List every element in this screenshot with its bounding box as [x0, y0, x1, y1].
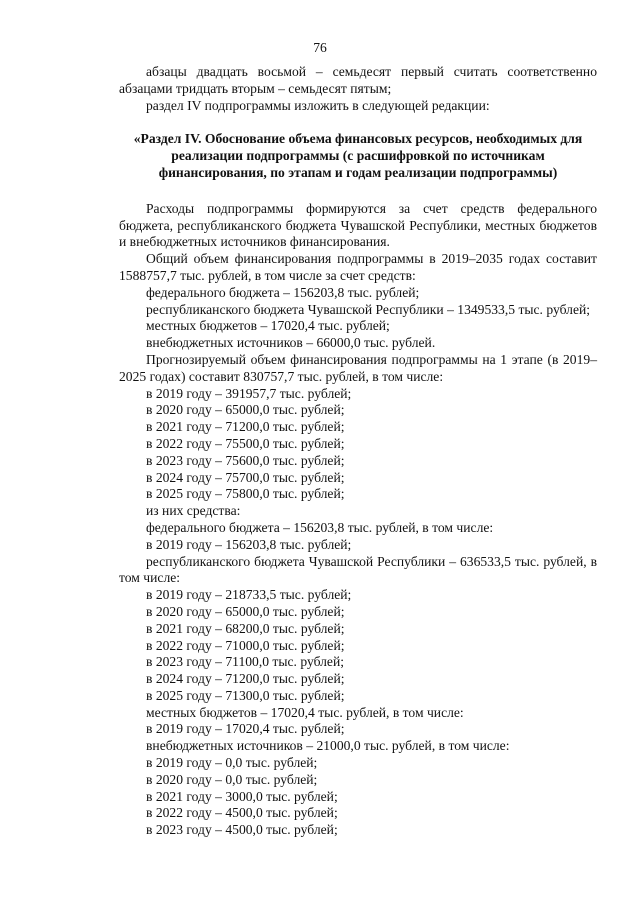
document-body: [119, 64, 597, 839]
list-item: в 2025 году – 75800,0 тыс. рублей;: [146, 486, 345, 502]
list-item: в 2020 году – 65000,0 тыс. рублей;: [146, 402, 345, 418]
list-item: в 2021 году – 68200,0 тыс. рублей;: [146, 620, 345, 636]
republican-years-list: [119, 587, 597, 705]
extra-years-list: [119, 755, 597, 839]
list-item: в 2023 году – 71100,0 тыс. рублей;: [146, 654, 345, 670]
list-item: в 2019 году – 17020,4 тыс. рублей;: [146, 721, 345, 737]
source-line: республиканского бюджета Чувашской Республики – 1349533,5 тыс. рублей;: [146, 301, 591, 317]
list-item: в 2023 году – 4500,0 тыс. рублей;: [146, 822, 338, 838]
source-line: федерального бюджета – 156203,8 тыс. рублей;: [146, 284, 420, 300]
list-item: в 2024 году – 71200,0 тыс. рублей;: [146, 671, 345, 687]
source-line: местных бюджетов – 17020,4 тыс. рублей;: [146, 318, 390, 334]
list-item: в 2019 году – 156203,8 тыс. рублей;: [146, 536, 352, 552]
list-item: в 2021 году – 71200,0 тыс. рублей;: [146, 419, 345, 435]
list-item: в 2023 году – 75600,0 тыс. рублей;: [146, 452, 345, 468]
source-line: внебюджетных источников – 66000,0 тыс. рублей.: [146, 335, 436, 351]
intro-paragraph: абзацы двадцать восьмой – семьдесят первый считать соответственно абзацами тридцать вторым – семьдесят пятым;: [119, 64, 597, 96]
paragraph: Расходы подпрограммы формируются за счет средств федерального бюджета, республиканского бюджета Чувашской Республики, местных бюджетов и внебюджетных источников финансирования.: [119, 200, 597, 250]
list-heading: внебюджетных источников – 21000,0 тыс. рублей, в том числе:: [146, 738, 510, 754]
list-item: в 2019 году – 218733,5 тыс. рублей;: [146, 587, 352, 603]
section-heading: «Раздел IV. Обоснование объема финансовых ресурсов, необходимых для реализации подпрограммы (с расшифровкой по источникам финансирования, по этапам и годам реализации подпрограммы): [133, 131, 583, 180]
list-item: в 2022 году – 75500,0 тыс. рублей;: [146, 435, 345, 451]
list-item: в 2019 году – 0,0 тыс. рублей;: [146, 755, 318, 771]
list-heading: из них средства:: [146, 503, 241, 519]
paragraph: Прогнозируемый объем финансирования подпрограммы на 1 этапе (в 2019–2025 годах) составит 830757,7 тыс. рублей, в том числе:: [119, 351, 597, 384]
list-heading: федерального бюджета – 156203,8 тыс. рублей, в том числе:: [146, 519, 494, 535]
paragraph: Общий объем финансирования подпрограммы в 2019–2035 годах составит 1588757,7 тыс. рублей, в том числе за счет средств:: [119, 251, 597, 283]
list-item: в 2022 году – 4500,0 тыс. рублей;: [146, 805, 338, 821]
list-item: в 2020 году – 65000,0 тыс. рублей;: [146, 603, 345, 619]
list-item: в 2021 году – 3000,0 тыс. рублей;: [146, 788, 338, 804]
stage1-years-list: [119, 386, 597, 504]
list-heading: республиканского бюджета Чувашской Республики – 636533,5 тыс. рублей, в том числе:: [119, 553, 597, 586]
list-item: в 2020 году – 0,0 тыс. рублей;: [146, 771, 318, 787]
list-item: в 2025 году – 71300,0 тыс. рублей;: [146, 687, 345, 703]
list-item: в 2022 году – 71000,0 тыс. рублей;: [146, 637, 345, 653]
page-number: 76: [313, 40, 327, 55]
list-heading: местных бюджетов – 17020,4 тыс. рублей, в том числе:: [146, 704, 464, 720]
list-item: в 2019 году – 391957,7 тыс. рублей;: [146, 385, 352, 401]
list-item: в 2024 году – 75700,0 тыс. рублей;: [146, 469, 345, 485]
intro-paragraph: раздел IV подпрограммы изложить в следующей редакции:: [146, 97, 490, 113]
